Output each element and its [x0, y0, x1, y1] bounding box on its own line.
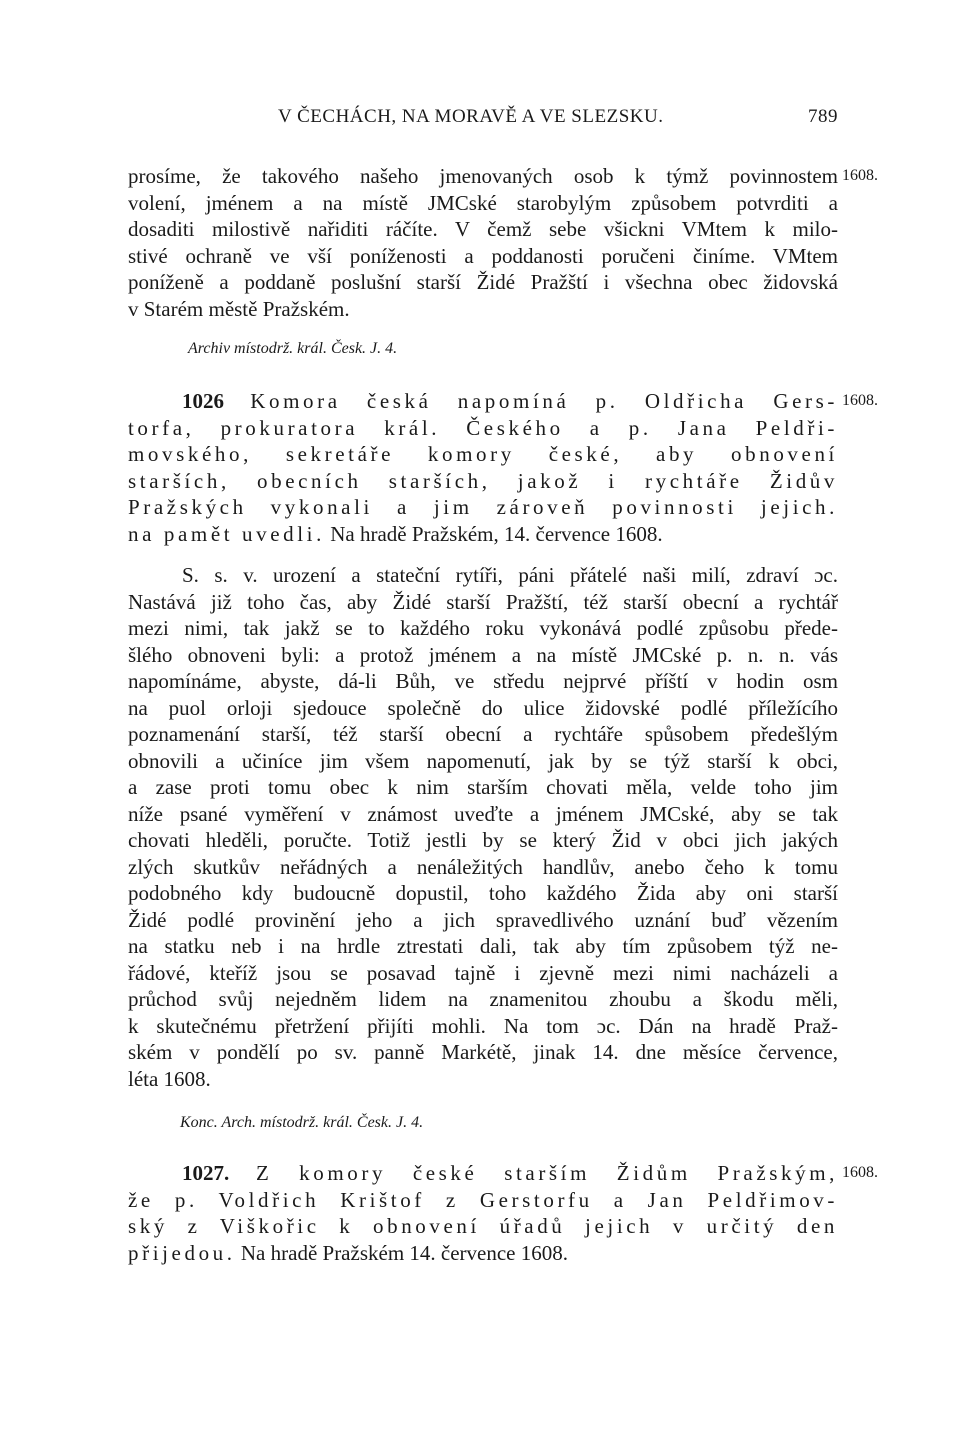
- summary-text: Na hradě Pražském 14. července 1608.: [235, 1240, 569, 1265]
- text-line: řádové, kteříž jsou se posavad tajně i zjevně mezi nimi nacházeli a: [128, 960, 838, 985]
- page-number: 789: [808, 106, 838, 127]
- summary-line: torfa, prokuratora král. Českého a p. Jana Peldři-: [128, 415, 838, 440]
- text-line: k skutečnému přetržení přijíti mohli. Na tom ɔc. Dán na hradě Praž-: [128, 1013, 838, 1038]
- doc-number: 1027.: [182, 1161, 230, 1185]
- text-line: ském v pondělí po sv. panně Markétě, jinak 14. dne měsíce července,: [128, 1040, 838, 1064]
- text-line: dosaditi milostivě nařiditi ráčíte. V čemž sebe všickni VMtem k milo-: [128, 217, 838, 241]
- text-line: obnovili a učiníce jim všem napomenutí, jak by se týž starší k obci,: [128, 748, 838, 773]
- summary-line: [128, 1160, 838, 1187]
- text-line: v Starém městě Pražském.: [128, 296, 350, 321]
- summary-text: Na hradě Pražském, 14. července 1608.: [324, 521, 663, 546]
- summary-line: [128, 521, 838, 548]
- summary-line: [128, 388, 838, 415]
- page-header: [128, 104, 838, 136]
- text-line: poníženě a poddaně poslušní starší Židé Pražští i všechna obec židovská: [128, 270, 838, 294]
- text-line: S. s. v. urození a stateční rytíři, páni přátelé naši milí, zdraví ɔc.: [182, 563, 838, 587]
- doc-1026-body: [128, 562, 838, 1092]
- text-line: stivé ochraně ve vší poníženosti a poddanosti poručeni činíme. VMtem: [128, 243, 838, 268]
- summary-text-spaced: přijedou.: [128, 1240, 236, 1265]
- doc-1027-summary: [128, 1160, 838, 1266]
- doc-1026-summary: [128, 388, 838, 547]
- summary-line: ský z Viškořic k obnovení úřadů jejich v určitý den: [128, 1214, 838, 1238]
- summary-line: Pražských vykonali a jim zároveň povinnosti jejich.: [128, 495, 838, 519]
- archive-source: Archiv místodrž. král. Česk. J. 4.: [188, 340, 398, 357]
- text-line: Nastává již toho čas, aby Židé starší Pražští, též starší obecní a rychtář: [128, 589, 838, 614]
- intro-text: [128, 163, 838, 322]
- text-line: a zase proti tomu obec k nim starším chovati měla, velde toho jim: [128, 775, 838, 799]
- summary-line: starších, obecních starších, jakož i rychtáře Židův: [128, 468, 838, 493]
- text-line: chovati hleděli, poručte. Totiž jestli by se který Žid v obci jich jakých: [128, 828, 838, 852]
- text-line: napomínáme, abyste, dá-li Bůh, ve středu nejprvé příští v hodin osm: [128, 669, 838, 693]
- summary-text-spaced: na pamět uvedli.: [128, 521, 325, 546]
- summary-line: [128, 1240, 838, 1267]
- summary-line: movského, sekretáře komory české, aby obnovení: [128, 442, 838, 466]
- text-line: níže psané vyměření v známost uveďte a jménem JMCské, aby se tak: [128, 801, 838, 826]
- text-line: Židé podlé provinění jeho a jich spravedlivého uznání buď vězením: [128, 907, 838, 932]
- text-line: volení, jménem a na místě JMCské starobylým způsobem potvrditi a: [128, 190, 838, 215]
- running-title: V ČECHÁCH, NA MORAVĚ A VE SLEZSKU.: [278, 106, 664, 127]
- summary-text: Komora česká napomíná p. Oldřicha Gers-: [224, 389, 838, 413]
- doc-number: 1026: [182, 389, 224, 413]
- text-line: poznamenání starší, též starší obecní a rychtáře spůsobem předešlým: [128, 722, 838, 746]
- text-line: šlého obnoveni byli: a protož jménem a na místě JMCské p. n. n. vás: [128, 642, 838, 667]
- text-line: na puol orloji sjedouce společně do ulice židovské podlé příležícího: [128, 695, 838, 720]
- margin-year: 1608.: [842, 392, 878, 409]
- summary-line: že p. Voldřich Krištof z Gerstorfu a Jan Peldřimov-: [128, 1187, 838, 1212]
- text-line: léta 1608.: [128, 1066, 211, 1091]
- text-line: podobného kdy budoucně dopustil, toho každého Žida aby oni starší: [128, 881, 838, 905]
- margin-year: 1608.: [842, 1164, 878, 1181]
- text-line: zlých skutkův neřádných a nenáležitých handlův, anebo čeho k tomu: [128, 854, 838, 879]
- margin-year: 1608.: [842, 167, 878, 184]
- text-line: na statku neb i na hrdle ztrestati dali, tak aby tím způsobem týž ne-: [128, 934, 838, 958]
- summary-text: Z komory české starším Židům Pražským,: [229, 1161, 838, 1185]
- archive-source: Konc. Arch. místodrž. král. Česk. J. 4.: [180, 1114, 424, 1131]
- text-line: průchod svůj nejedněm lidem na znamenitou zhoubu a škodu měli,: [128, 987, 838, 1011]
- text-line: prosíme, že takového našeho jmenovaných osob k týmž povinnostem: [128, 164, 838, 188]
- text-line: mezi nimi, tak jakž se to každého roku vykonává podlé způsobu přede-: [128, 616, 838, 640]
